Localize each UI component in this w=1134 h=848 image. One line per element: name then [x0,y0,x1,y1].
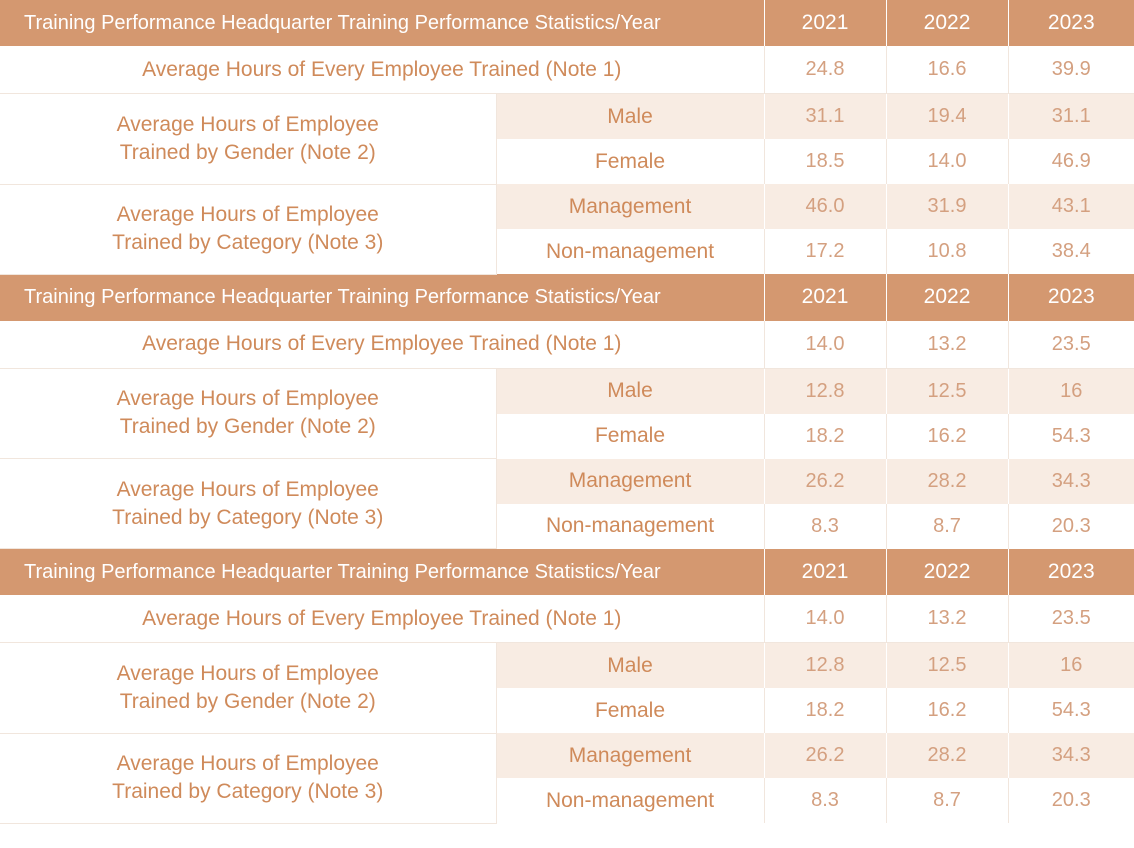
group-label-line: Trained by Gender (Note 2) [119,689,376,713]
value-cell: 38.4 [1008,229,1134,274]
section-header-row [0,0,1134,46]
group-label [0,733,496,823]
value-cell: 16.2 [886,688,1008,733]
value-cell: 12.5 [886,643,1008,689]
overall-average-row [0,595,1134,643]
overall-average-label: Average Hours of Every Employee Trained (Note 1) [0,321,764,369]
value-cell: 39.9 [1008,46,1134,94]
value-cell: 20.3 [1008,504,1134,549]
value-cell: 12.8 [764,643,886,689]
group-label-line: Average Hours of Employee [116,661,379,685]
value-cell: 34.3 [1008,459,1134,504]
value-cell: 54.3 [1008,688,1134,733]
value-cell: 23.5 [1008,595,1134,643]
row-label: Non-management [496,504,764,549]
row-label: Female [496,139,764,184]
group-label-line: Trained by Category (Note 3) [112,780,384,803]
year-header-2022: 2022 [886,549,1008,596]
group-label-line: Trained by Category (Note 3) [112,231,384,254]
breakdown-row [0,94,1134,140]
row-label: Management [496,184,764,229]
year-header-2022: 2022 [886,274,1008,321]
group-label [0,459,496,549]
value-cell: 8.3 [764,504,886,549]
year-header-2021: 2021 [764,274,886,321]
breakdown-row [0,733,1134,778]
value-cell: 16 [1008,368,1134,414]
value-cell: 28.2 [886,459,1008,504]
section-header-title: Training Performance Headquarter Training Performance Statistics/Year [0,274,764,321]
group-label-line: Average Hours of Employee [116,387,379,411]
row-label: Male [496,643,764,689]
year-header-2021: 2021 [764,549,886,596]
row-label: Management [496,733,764,778]
group-label [0,368,496,459]
value-cell: 26.2 [764,733,886,778]
value-cell: 43.1 [1008,184,1134,229]
year-header-2023: 2023 [1008,274,1134,321]
year-header-2021: 2021 [764,0,886,46]
value-cell: 18.2 [764,688,886,733]
group-label-line: Average Hours of Employee [116,112,379,136]
value-cell: 14.0 [886,139,1008,184]
group-label-line: Trained by Gender (Note 2) [119,140,376,164]
group-label-line: Trained by Gender (Note 2) [119,415,376,439]
overall-average-row [0,46,1134,94]
value-cell: 54.3 [1008,414,1134,459]
overall-average-label: Average Hours of Every Employee Trained (Note 1) [0,46,764,94]
group-label [0,643,496,734]
section-header-title: Training Performance Headquarter Training Performance Statistics/Year [0,0,764,46]
value-cell: 14.0 [764,321,886,369]
breakdown-row [0,643,1134,689]
value-cell: 18.5 [764,139,886,184]
row-label: Non-management [496,229,764,274]
group-label-line: Average Hours of Employee [116,203,379,226]
value-cell: 8.3 [764,778,886,823]
group-label-line: Average Hours of Employee [116,752,379,775]
value-cell: 12.8 [764,368,886,414]
overall-average-row [0,321,1134,369]
value-cell: 8.7 [886,778,1008,823]
value-cell: 16 [1008,643,1134,689]
value-cell: 31.1 [764,94,886,140]
section-header-row [0,549,1134,596]
value-cell: 12.5 [886,368,1008,414]
value-cell: 34.3 [1008,733,1134,778]
value-cell: 13.2 [886,595,1008,643]
value-cell: 14.0 [764,595,886,643]
value-cell: 20.3 [1008,778,1134,823]
value-cell: 8.7 [886,504,1008,549]
group-label [0,94,496,185]
value-cell: 10.8 [886,229,1008,274]
row-label: Male [496,368,764,414]
breakdown-row [0,459,1134,504]
row-label: Female [496,688,764,733]
value-cell: 24.8 [764,46,886,94]
value-cell: 26.2 [764,459,886,504]
value-cell: 23.5 [1008,321,1134,369]
value-cell: 46.0 [764,184,886,229]
section-header-title: Training Performance Headquarter Training Performance Statistics/Year [0,549,764,596]
value-cell: 31.1 [1008,94,1134,140]
year-header-2023: 2023 [1008,0,1134,46]
value-cell: 13.2 [886,321,1008,369]
value-cell: 18.2 [764,414,886,459]
row-label: Non-management [496,778,764,823]
value-cell: 16.6 [886,46,1008,94]
group-label [0,184,496,274]
value-cell: 16.2 [886,414,1008,459]
row-label: Management [496,459,764,504]
row-label: Male [496,94,764,140]
breakdown-row [0,368,1134,414]
breakdown-row [0,184,1134,229]
value-cell: 28.2 [886,733,1008,778]
value-cell: 19.4 [886,94,1008,140]
year-header-2022: 2022 [886,0,1008,46]
overall-average-label: Average Hours of Every Employee Trained (Note 1) [0,595,764,643]
value-cell: 17.2 [764,229,886,274]
section-header-row [0,274,1134,321]
year-header-2023: 2023 [1008,549,1134,596]
group-label-line: Average Hours of Employee [116,477,379,501]
group-label-line: Trained by Category (Note 3) [112,505,384,529]
value-cell: 31.9 [886,184,1008,229]
value-cell: 46.9 [1008,139,1134,184]
row-label: Female [496,414,764,459]
